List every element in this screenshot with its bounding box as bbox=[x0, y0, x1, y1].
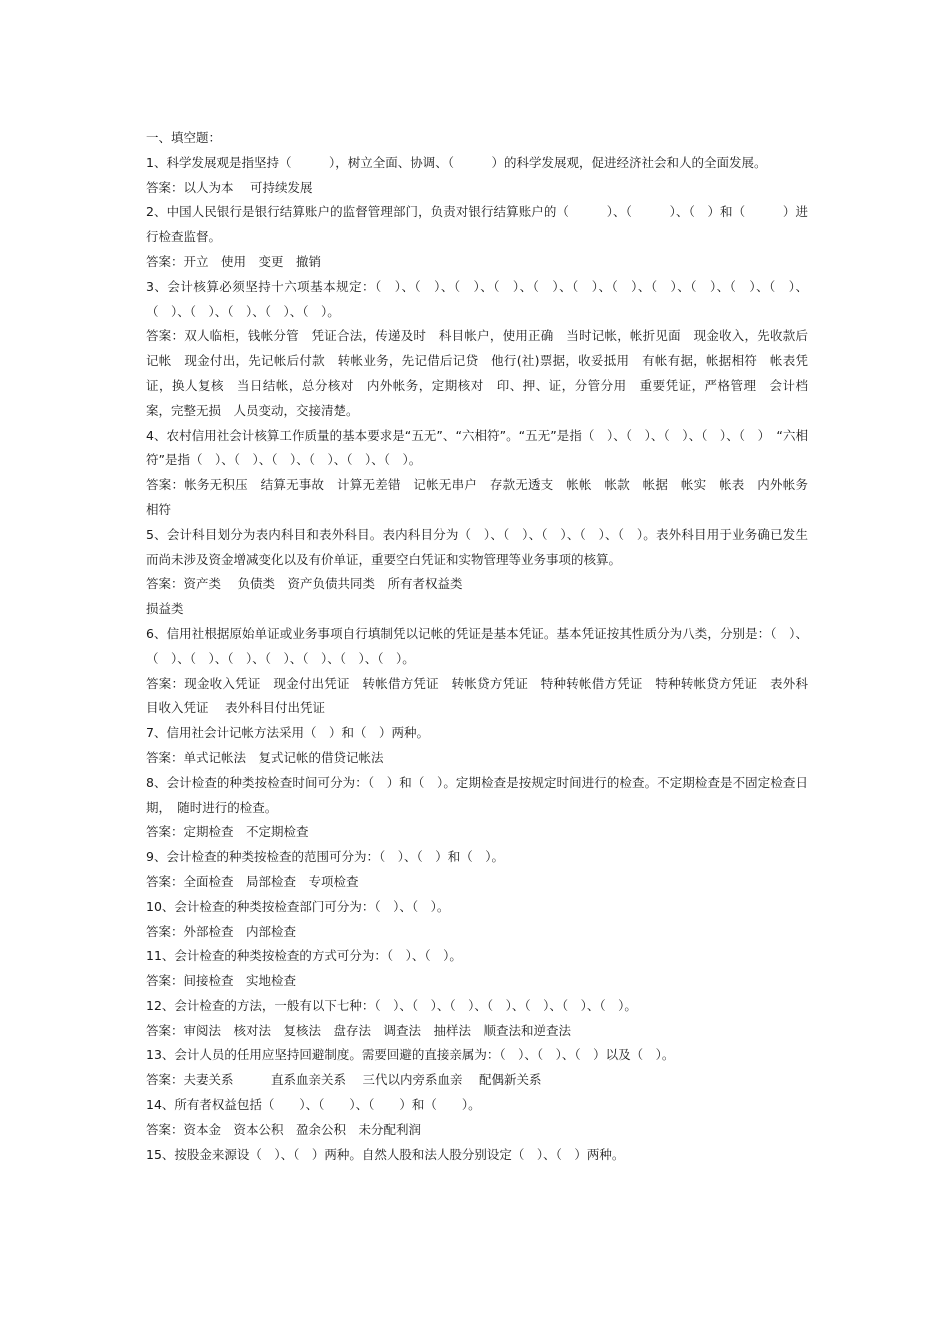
answer-4: 答案：帐务无积压 结算无事故 计算无差错 记帐无串户 存款无透支 帐帐 帐款 帐据 帐实 帐表 内外帐务相符 bbox=[146, 477, 808, 517]
question-13: 13、会计人员的任用应坚持回避制度。需要回避的直接亲属为：（ ）、（ ）、（ ）以及（ ）。 bbox=[146, 1047, 675, 1063]
question-3: 3、会计核算必须坚持十六项基本规定：（ ）、（ ）、（ ）、（ ）、（ ）、（ ）、（ ）、（ ）、（ ）、（ ）、（ ）、（ ）、（ ）、（ ）、（ ）、（ ）。 bbox=[146, 278, 808, 319]
question-4: 4、农村信用社会计核算工作质量的基本要求是“五无”、“六相符”。“五无”是指（ ）、（ ）、（ ）、（ ）、（ ） “六相符”是指（ ）、（ ）、（ ）、（ ）、（ ）、（ ）。 bbox=[146, 427, 808, 468]
question-8: 8、会计检查的种类按检查时间可分为：（ ）和（ ）。定期检查是按规定时间进行的检查。不定期检查是不固定检查日期， 随时进行的检查。 bbox=[146, 774, 808, 815]
question-1: 1、科学发展观是指坚持（ ），树立全面、协调、（ ）的科学发展观，促进经济社会和人的全面发展。 bbox=[146, 154, 767, 170]
document-page bbox=[146, 126, 808, 1167]
answer-9: 答案：全面检查 局部检查 专项检查 bbox=[146, 873, 359, 889]
answer-3: 答案：双人临柜，钱帐分管 凭证合法，传递及时 科目帐户，使用正确 当时记帐，帐折见面 现金收入，先收款后记帐 现金付出，先记帐后付款 转帐业务，先记借后记贷 他行(社)票据，收妥抵用 有帐有据，帐据相符 帐表凭证，换人复核 当日结帐，总分核对 内外帐务，定期核对 印、押、证，分管分用 重要凭证，严格管理 会计档案，完整无损 人员变动，交接清楚。 bbox=[146, 328, 808, 418]
answer-10: 答案：外部检查 内部检查 bbox=[146, 923, 297, 939]
question-9: 9、会计检查的种类按检查的范围可分为：（ ）、（ ）和（ ）。 bbox=[146, 849, 504, 865]
answer-5: 答案：资产类 负债类 资产负债共同类 所有者权益类 损益类 bbox=[146, 576, 463, 617]
answer-2: 答案：开立 使用 变更 撤销 bbox=[146, 253, 322, 269]
section-title: 一、填空题： bbox=[146, 130, 222, 145]
question-2: 2、中国人民银行是银行结算账户的监督管理部门，负责对银行结算账户的（ ）、（ ）、（ ）和（ ）进行检查监督。 bbox=[146, 204, 808, 245]
answer-7: 答案：单式记帐法 复式记帐的借贷记帐法 bbox=[146, 749, 384, 765]
question-5: 5、会计科目划分为表内科目和表外科目。表内科目分为（ ）、（ ）、（ ）、（ ）、（ ）。表外科目用于业务确已发生而尚未涉及资金增减变化以及有价单证，重要空白凭证和实物管理等业务事项的核算。 bbox=[146, 526, 808, 567]
question-15: 15、按股金来源设（ ）、（ ）两种。自然人股和法人股分别设定（ ）、（ ）两种。 bbox=[146, 1146, 625, 1162]
question-11: 11、会计检查的种类按检查的方式可分为：（ ）、（ ）。 bbox=[146, 948, 462, 964]
question-10: 10、会计检查的种类按检查部门可分为：（ ）、（ ）。 bbox=[146, 898, 450, 914]
question-6: 6、信用社根据原始单证或业务事项自行填制凭以记帐的凭证是基本凭证。基本凭证按其性质分为八类，分别是：（ ）、（ ）、（ ）、（ ）、（ ）、（ ）、（ ）、（ ）。 bbox=[146, 625, 808, 666]
answer-1: 答案：以人为本 可持续发展 bbox=[146, 179, 313, 195]
answer-14: 答案：资本金 资本公积 盈余公积 未分配利润 bbox=[146, 1121, 422, 1137]
question-7: 7、信用社会计记帐方法采用（ ）和（ ）两种。 bbox=[146, 725, 429, 741]
answer-11: 答案：间接检查 实地检查 bbox=[146, 973, 297, 989]
question-14: 14、所有者权益包括（ ）、（ ）、（ ）和（ ）。 bbox=[146, 1097, 481, 1113]
answer-6: 答案：现金收入凭证 现金付出凭证 转帐借方凭证 转帐贷方凭证 特种转帐借方凭证 特种转帐贷方凭证 表外科目收入凭证 表外科目付出凭证 bbox=[146, 675, 808, 716]
answer-13: 答案：夫妻关系 直系血亲关系 三代以内旁系血亲 配偶新关系 bbox=[146, 1072, 542, 1088]
answer-12: 答案：审阅法 核对法 复核法 盘存法 调查法 抽样法 顺查法和逆查法 bbox=[146, 1022, 572, 1038]
answer-8: 答案：定期检查 不定期检查 bbox=[146, 824, 309, 840]
question-12: 12、会计检查的方法，一般有以下七种：（ ）、（ ）、（ ）、（ ）、（ ）、（ ）、（ ）。 bbox=[146, 997, 637, 1013]
